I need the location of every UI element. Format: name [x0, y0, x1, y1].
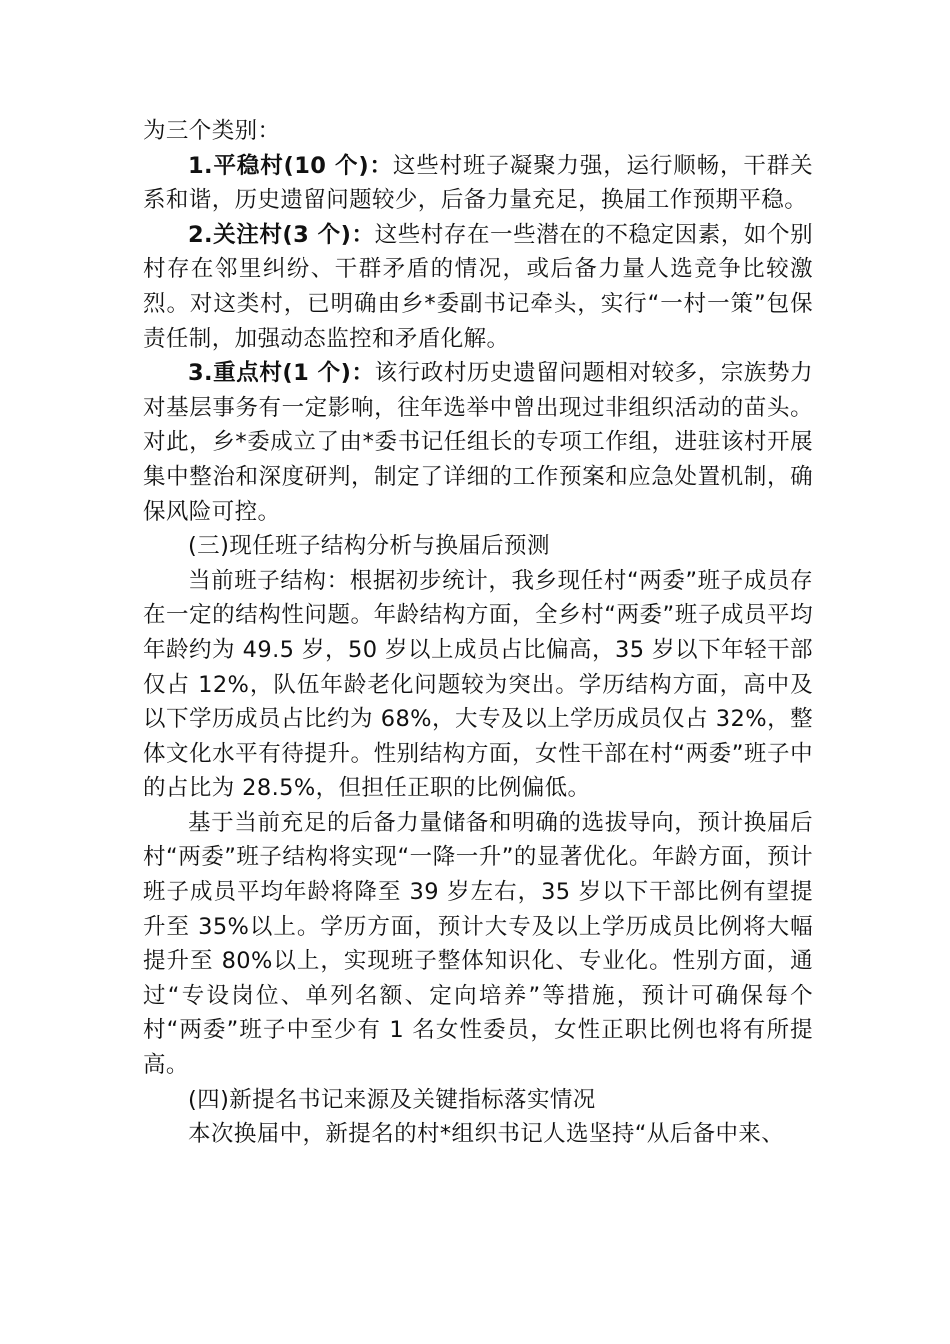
paragraph-new-secretaries: 本次换届中，新提名的村*组织书记人选坚持“从后备中来、: [188, 1121, 785, 1148]
section-heading-3: (三)现任班子结构分析与换届后预测: [188, 533, 550, 560]
category-label-attention: 2.关注村(3 个)：: [188, 221, 375, 248]
paragraph-forecast: 基于当前充足的后备力量储备和明确的选拔导向，预计换届后村“两委”班子结构将实现“一降一升”的显著优化。年龄方面，预计班子成员平均年龄将降至 39 岁左右，35 岁以下干部比例有望提升至 35%以上。学历方面，预计大专及以上学历成员比例将大幅提升至 80%以上，实现班子整体知识化、专业化。性别方面，通过“专设岗位、单列名额、定向培养”等措施，预计可确保每个村“两委”班子中至少有 1 名女性委员，女性正职比例也将有所提高。: [143, 809, 813, 1079]
category-text-stable: 这些村班子凝聚力强，运行顺畅，干群关系和谐，历史遗留问题较少，后备力量充足，换届工作预期平稳。: [143, 152, 813, 214]
paragraph-stable-villages: [143, 149, 813, 218]
paragraph-current-structure: 当前班子结构：根据初步统计，我乡现任村“两委”班子成员存在一定的结构性问题。年龄结构方面，全乡村“两委”班子成员平均年龄约为 49.5 岁，50 岁以上成员占比偏高，35 岁以下年轻干部仅占 12%，队伍年龄老化问题较为突出。学历结构方面，高中及以下学历成员占比约为 68%，大专及以上学历成员仅占 32%，整体文化水平有待提升。性别结构方面，女性干部在村“两委”班子中的占比为 28.5%，但担任正职的比例偏低。: [143, 567, 813, 802]
paragraph-attention-villages: [143, 218, 813, 356]
category-label-key: 3.重点村(1 个)：: [188, 360, 375, 387]
category-text-key: 该行政村历史遗留问题相对较多，宗族势力对基层事务有一定影响，往年选举中曾出现过非组织活动的苗头。对此，乡*委成立了由*委书记任组长的专项工作组，进驻该村开展集中整治和深度研判，制定了详细的工作预案和应急处置机制，确保风险可控。: [143, 360, 813, 525]
document-body: [143, 114, 813, 1152]
category-text-attention: 这些村存在一些潜在的不稳定因素，如个别村存在邻里纠纷、干群矛盾的情况，或后备力量人选竞争比较激烈。对这类村，已明确由乡*委副书记牵头，实行“一村一策”包保责任制，加强动态监控和矛盾化解。: [143, 221, 813, 352]
paragraph-intro: 为三个类别：: [143, 118, 281, 144]
paragraph-key-village: [143, 356, 813, 529]
category-label-stable: 1.平稳村(10 个)：: [188, 152, 393, 179]
section-heading-4: (四)新提名书记来源及关键指标落实情况: [188, 1086, 596, 1113]
